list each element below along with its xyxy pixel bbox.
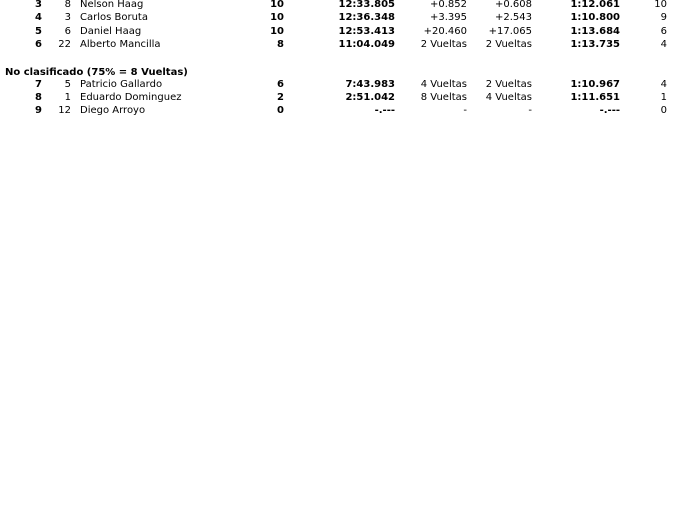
position: 9 xyxy=(35,105,42,116)
table-row xyxy=(0,38,690,51)
position: 6 xyxy=(35,39,42,50)
car-number: 5 xyxy=(64,79,71,90)
position: 3 xyxy=(35,0,42,10)
interval: +2.543 xyxy=(494,12,532,23)
laps: 6 xyxy=(277,79,284,90)
table-row xyxy=(0,104,690,117)
laps: 10 xyxy=(270,0,284,10)
best-lap: 1:10.800 xyxy=(570,12,620,23)
driver-name: Daniel Haag xyxy=(80,26,142,37)
best-lap-number: 10 xyxy=(654,0,667,10)
interval: +17.065 xyxy=(488,26,532,37)
table-row xyxy=(0,11,690,24)
best-lap-number: 4 xyxy=(660,39,667,50)
car-number: 3 xyxy=(64,12,71,23)
best-lap-number: 4 xyxy=(660,79,667,90)
best-lap: -.--- xyxy=(599,105,620,116)
table-row xyxy=(0,0,690,11)
position: 5 xyxy=(35,26,42,37)
table-row xyxy=(0,78,690,91)
gap: 8 Vueltas xyxy=(420,92,467,103)
driver-name: Diego Arroyo xyxy=(80,105,146,116)
interval: +0.608 xyxy=(494,0,532,10)
best-lap: 1:11.651 xyxy=(570,92,620,103)
interval: 4 Vueltas xyxy=(485,92,532,103)
gap: +3.395 xyxy=(429,12,467,23)
total-time: 12:33.805 xyxy=(338,0,395,10)
gap: 4 Vueltas xyxy=(420,79,467,90)
best-lap-number: 6 xyxy=(660,26,667,37)
table-row xyxy=(0,91,690,104)
driver-name: Carlos Boruta xyxy=(80,12,148,23)
car-number: 22 xyxy=(58,39,71,50)
laps: 0 xyxy=(277,105,284,116)
driver-name: Alberto Mancilla xyxy=(80,39,161,50)
car-number: 1 xyxy=(64,92,71,103)
best-lap: 1:10.967 xyxy=(570,79,620,90)
car-number: 6 xyxy=(64,26,71,37)
total-time: 2:51.042 xyxy=(345,92,395,103)
driver-name: Nelson Haag xyxy=(80,0,144,10)
table-row xyxy=(0,25,690,38)
best-lap-number: 1 xyxy=(660,92,667,103)
laps: 10 xyxy=(270,12,284,23)
driver-name: Eduardo Dominguez xyxy=(80,92,182,103)
interval: - xyxy=(528,105,532,116)
gap: +20.460 xyxy=(423,26,467,37)
total-time: 12:36.348 xyxy=(338,12,395,23)
not-classified-heading: No clasificado (75% = 8 Vueltas) xyxy=(5,67,188,78)
position: 4 xyxy=(35,12,42,23)
gap: - xyxy=(463,105,467,116)
car-number: 12 xyxy=(58,105,71,116)
total-time: 11:04.049 xyxy=(338,39,395,50)
best-lap: 1:12.061 xyxy=(570,0,620,10)
total-time: 7:43.983 xyxy=(345,79,395,90)
gap: +0.852 xyxy=(429,0,467,10)
position: 7 xyxy=(35,79,42,90)
interval: 2 Vueltas xyxy=(485,39,532,50)
laps: 10 xyxy=(270,26,284,37)
car-number: 8 xyxy=(64,0,71,10)
best-lap: 1:13.735 xyxy=(570,39,620,50)
interval: 2 Vueltas xyxy=(485,79,532,90)
laps: 8 xyxy=(277,39,284,50)
total-time: -.--- xyxy=(374,105,395,116)
position: 8 xyxy=(35,92,42,103)
best-lap-number: 9 xyxy=(660,12,667,23)
total-time: 12:53.413 xyxy=(338,26,395,37)
best-lap-number: 0 xyxy=(660,105,667,116)
best-lap: 1:13.684 xyxy=(570,26,620,37)
gap: 2 Vueltas xyxy=(420,39,467,50)
laps: 2 xyxy=(277,92,284,103)
driver-name: Patricio Gallardo xyxy=(80,79,163,90)
